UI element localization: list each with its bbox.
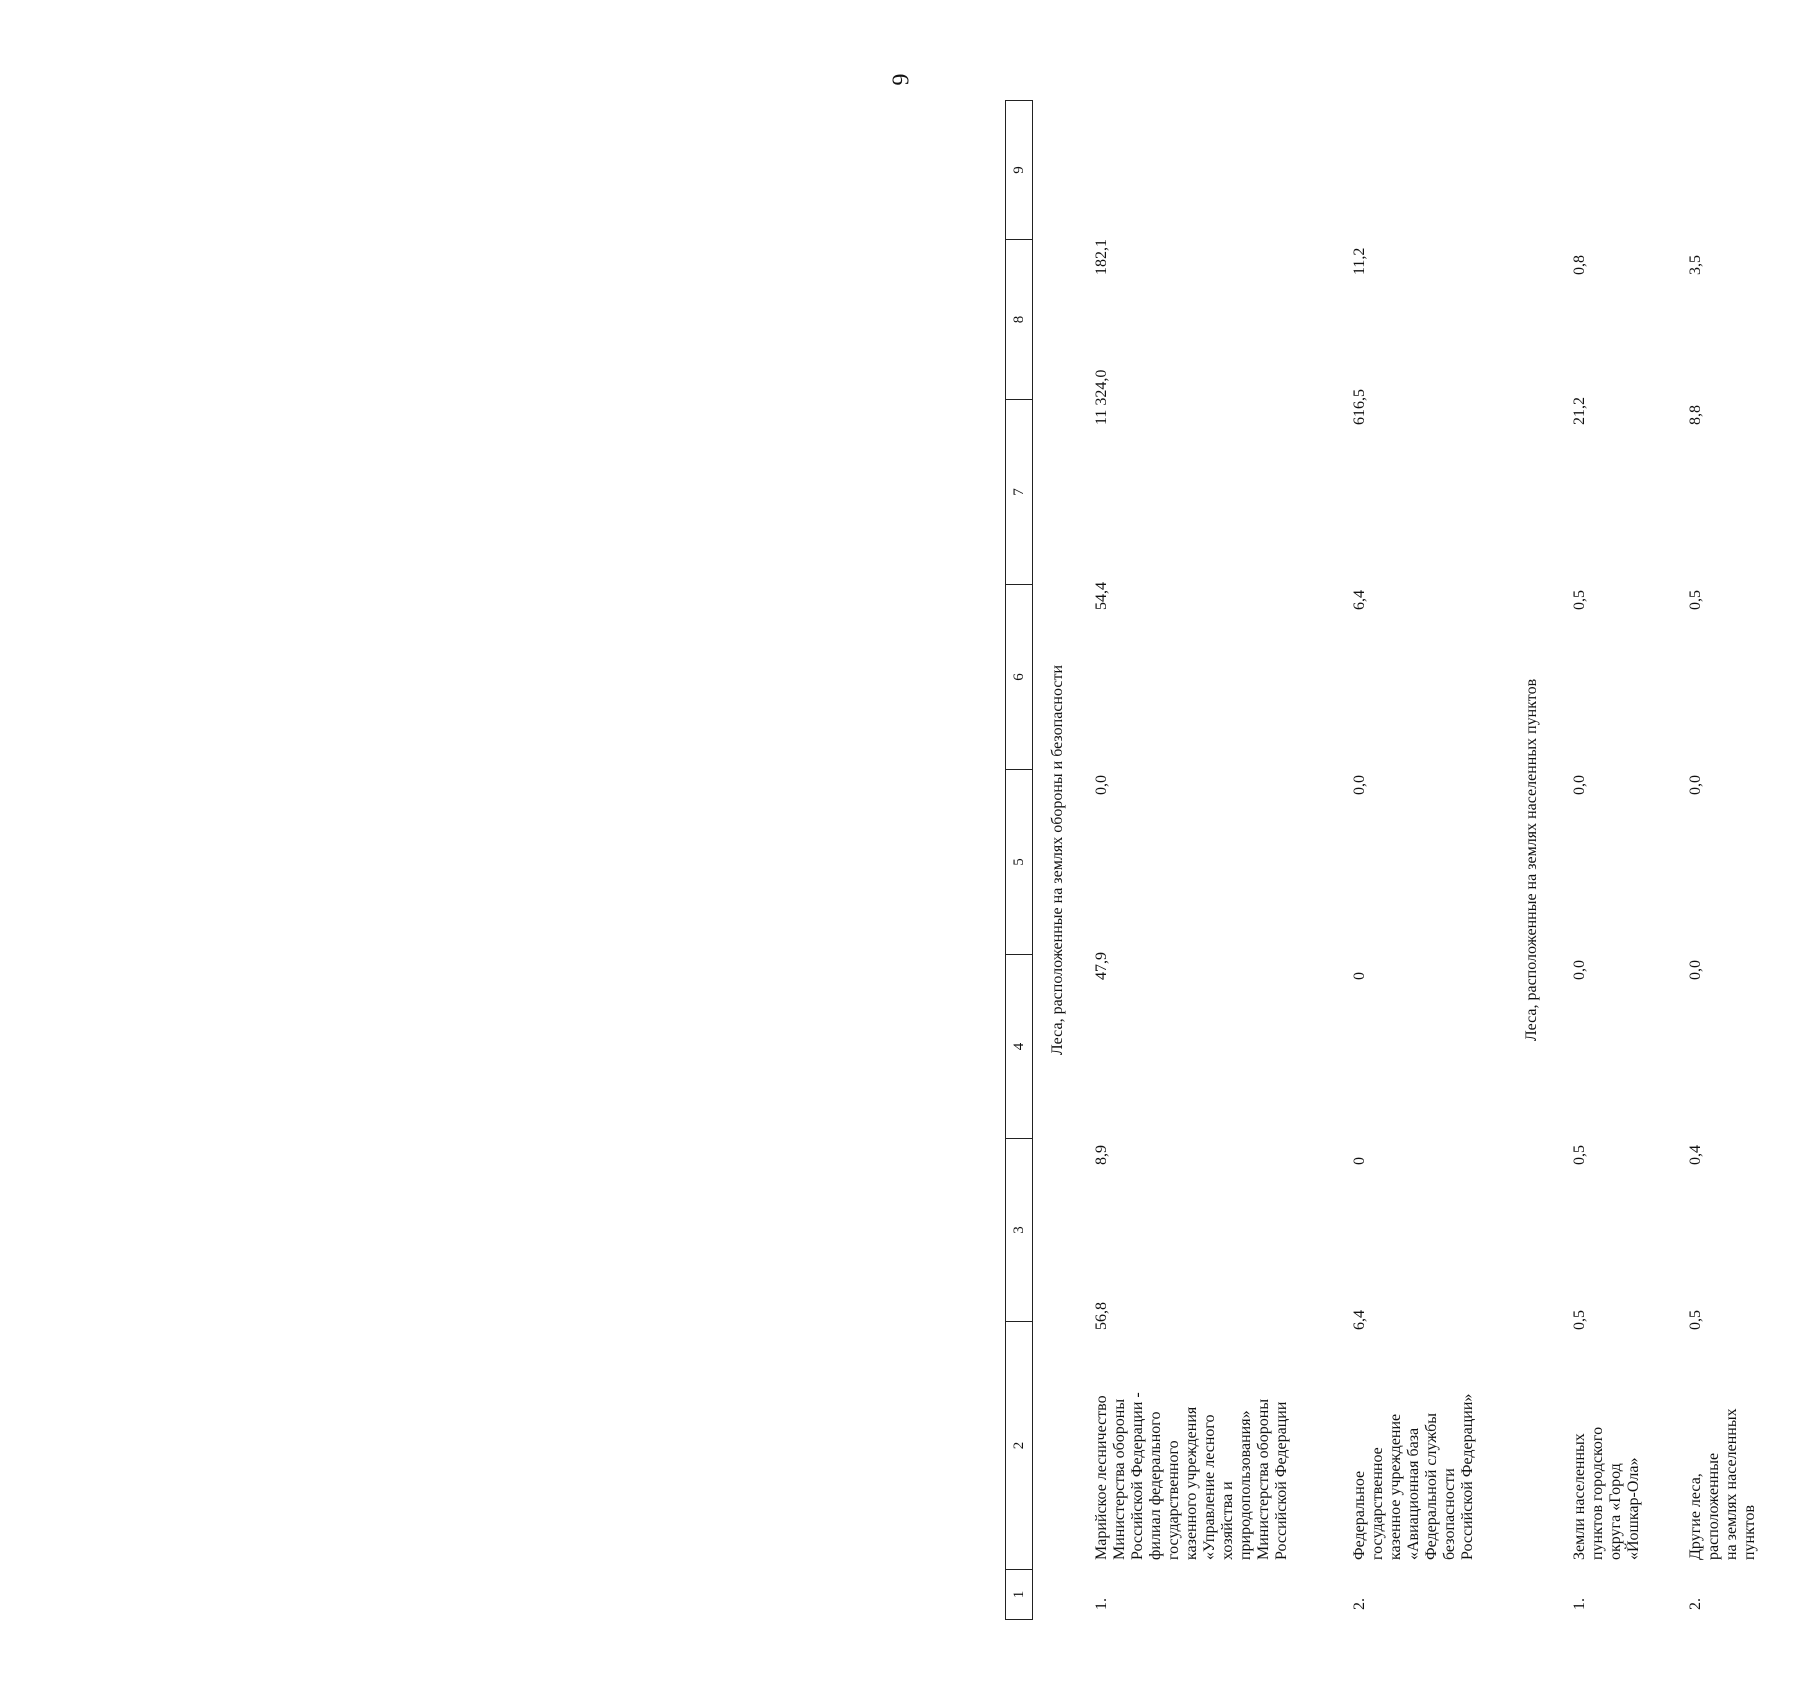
cell-col-6: 0,0 xyxy=(1687,775,1704,795)
header-col-7: 7 xyxy=(1006,400,1032,585)
row-number: 2. xyxy=(1351,1598,1368,1610)
cell-col-4: 0,4 xyxy=(1687,1145,1704,1165)
table-header xyxy=(1005,100,1033,1620)
table-stage xyxy=(1005,100,1815,1620)
row-number: 1. xyxy=(1571,1598,1588,1610)
cell-col-4: 0,5 xyxy=(1571,1145,1588,1165)
cell-col-3: 0,5 xyxy=(1687,1310,1704,1330)
row-name: Марийское лесничество Министерства обороны Российской Федерации - филиал федерального государственного казенного учреждения «Управление лесного хозяйства и природопользования» Министерства обороны Российской Федерации xyxy=(1093,1392,1290,1560)
cell-col-8: 616,5 xyxy=(1351,389,1368,425)
cell-col-9: 0,8 xyxy=(1571,255,1588,275)
cell-col-5: 0,0 xyxy=(1687,960,1704,980)
cell-col-9: 3,5 xyxy=(1687,255,1704,275)
header-col-5: 5 xyxy=(1006,770,1032,955)
cell-col-6: 0,0 xyxy=(1351,775,1368,795)
page-number: 6 xyxy=(886,73,913,86)
header-col-2: 2 xyxy=(1006,1322,1032,1570)
section-title: Леса, расположенные на землях обороны и безопасности xyxy=(1049,664,1066,1056)
cell-col-3: 6,4 xyxy=(1351,1310,1368,1330)
section-title: Леса, расположенные на землях населенных пунктов xyxy=(1523,678,1540,1042)
cell-col-7: 0,5 xyxy=(1687,590,1704,610)
cell-col-6: 0,0 xyxy=(1093,775,1110,795)
header-col-4: 4 xyxy=(1006,955,1032,1139)
cell-col-4: 0 xyxy=(1351,1157,1368,1165)
cell-col-9: 182,1 xyxy=(1093,239,1110,275)
cell-col-8: 21,2 xyxy=(1571,397,1588,425)
cell-col-5: 0,0 xyxy=(1571,960,1588,980)
cell-col-3: 0,5 xyxy=(1571,1310,1588,1330)
cell-col-8: 8,8 xyxy=(1687,405,1704,425)
header-col-9: 9 xyxy=(1006,100,1032,240)
cell-col-7: 54,4 xyxy=(1093,582,1110,610)
cell-col-5: 47,9 xyxy=(1093,952,1110,980)
row-name: Федеральное государственное казенное учреждение «Авиационная база Федеральной службы безопасности Российской Федерации» xyxy=(1351,1393,1476,1560)
cell-col-5: 0 xyxy=(1351,972,1368,980)
header-col-8: 8 xyxy=(1006,240,1032,400)
cell-col-8: 11 324,0 xyxy=(1093,369,1110,425)
cell-col-3: 56,8 xyxy=(1093,1302,1110,1330)
cell-col-7: 0,5 xyxy=(1571,590,1588,610)
row-number: 1. xyxy=(1093,1598,1110,1610)
row-name: Земли населенных пунктов городского округа «Город «Йошкар-Ола» xyxy=(1571,1426,1642,1560)
cell-col-4: 8,9 xyxy=(1093,1145,1110,1165)
header-col-3: 3 xyxy=(1006,1139,1032,1322)
cell-col-6: 0,0 xyxy=(1571,775,1588,795)
row-name: Другие леса, расположенные на землях населенных пунктов xyxy=(1687,1408,1758,1560)
cell-col-9: 11,2 xyxy=(1351,247,1368,275)
row-number: 2. xyxy=(1687,1598,1704,1610)
header-col-1: 1 xyxy=(1006,1570,1032,1620)
cell-col-7: 6,4 xyxy=(1351,590,1368,610)
header-col-6: 6 xyxy=(1006,585,1032,770)
